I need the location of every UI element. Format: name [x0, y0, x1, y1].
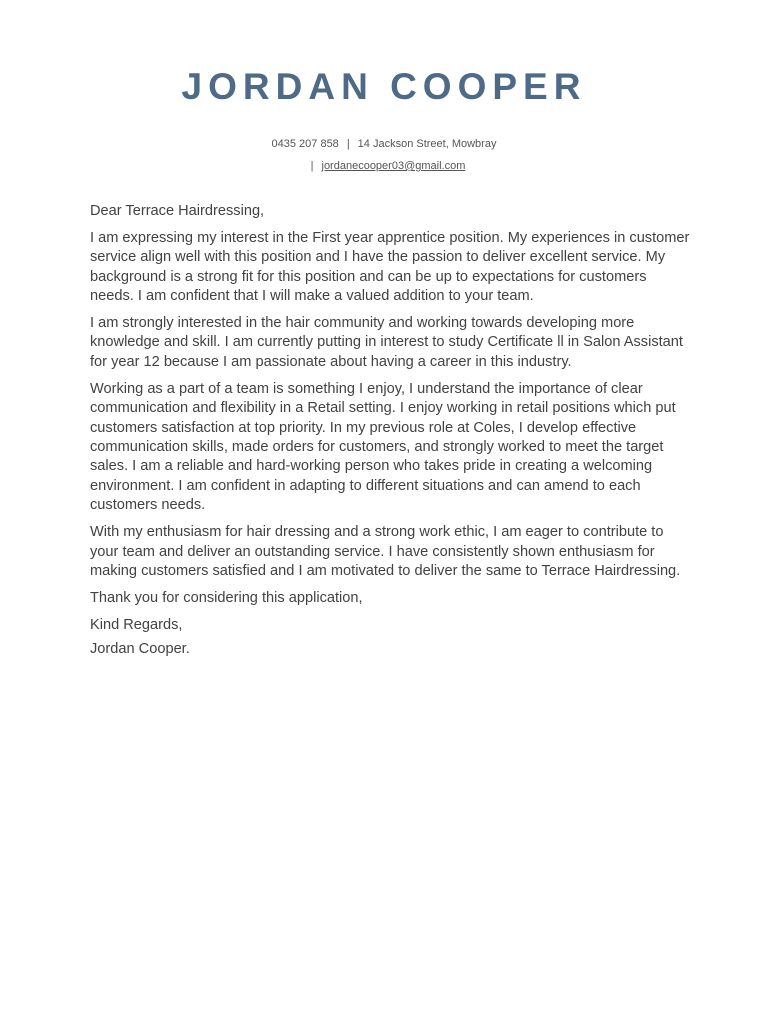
salutation: Dear Terrace Hairdressing,	[90, 203, 265, 219]
street-address: 14 Jackson Street, Mowbray	[357, 138, 497, 150]
body-paragraph: I am expressing my interest in the First year apprentice position. My experiences in customer service align well with this position and I have the passion to deliver excellent service. My background is a strong fit for this position and can be up to expectations for customers needs. I am confident that I will make a valued addition to your team.	[90, 229, 690, 305]
applicant-name: JORDAN COOPER	[181, 66, 587, 107]
thanks-line: Thank you for considering this application,	[90, 589, 363, 606]
body-paragraph: Working as a part of a team is something I enjoy, I understand the importance of clear communication and flexibility in a Retail setting. I enjoy working in retail positions which put customers satisfaction at top priority. In my previous role at Coles, I develop effective communication skills, made orders for customers, and strongly worked to meet the target sales. I am a reliable and hard-working person who takes pride in creating a welcoming environment. I am confident in adapting to different situations and can amend to each customers needs.	[90, 380, 676, 514]
body-paragraph: With my enthusiasm for hair dressing and a strong work ethic, I am eager to contribute to your team and deliver an outstanding service. I have consistently shown enthusiasm for making customers satisfied and I am motivated to deliver the same to Terrace Hairdressing.	[90, 524, 681, 579]
contact-line-primary	[0, 137, 768, 151]
email-link[interactable]: jordanecooper03@gmail.com	[321, 160, 466, 172]
closing-line: Kind Regards,	[90, 616, 183, 633]
phone-number: 0435 207 858	[271, 138, 339, 150]
signature: Jordan Cooper.	[90, 641, 190, 658]
contact-separator: |	[346, 138, 350, 150]
contact-line-secondary	[0, 159, 768, 173]
letter-body	[90, 202, 690, 667]
contact-separator: |	[310, 160, 314, 172]
body-paragraph: I am strongly interested in the hair community and working towards developing more knowledge and skill. I am currently putting in interest to study Certificate ll in Salon Assistant for year 12 because I am passionate about having a career in this industry.	[90, 315, 683, 370]
